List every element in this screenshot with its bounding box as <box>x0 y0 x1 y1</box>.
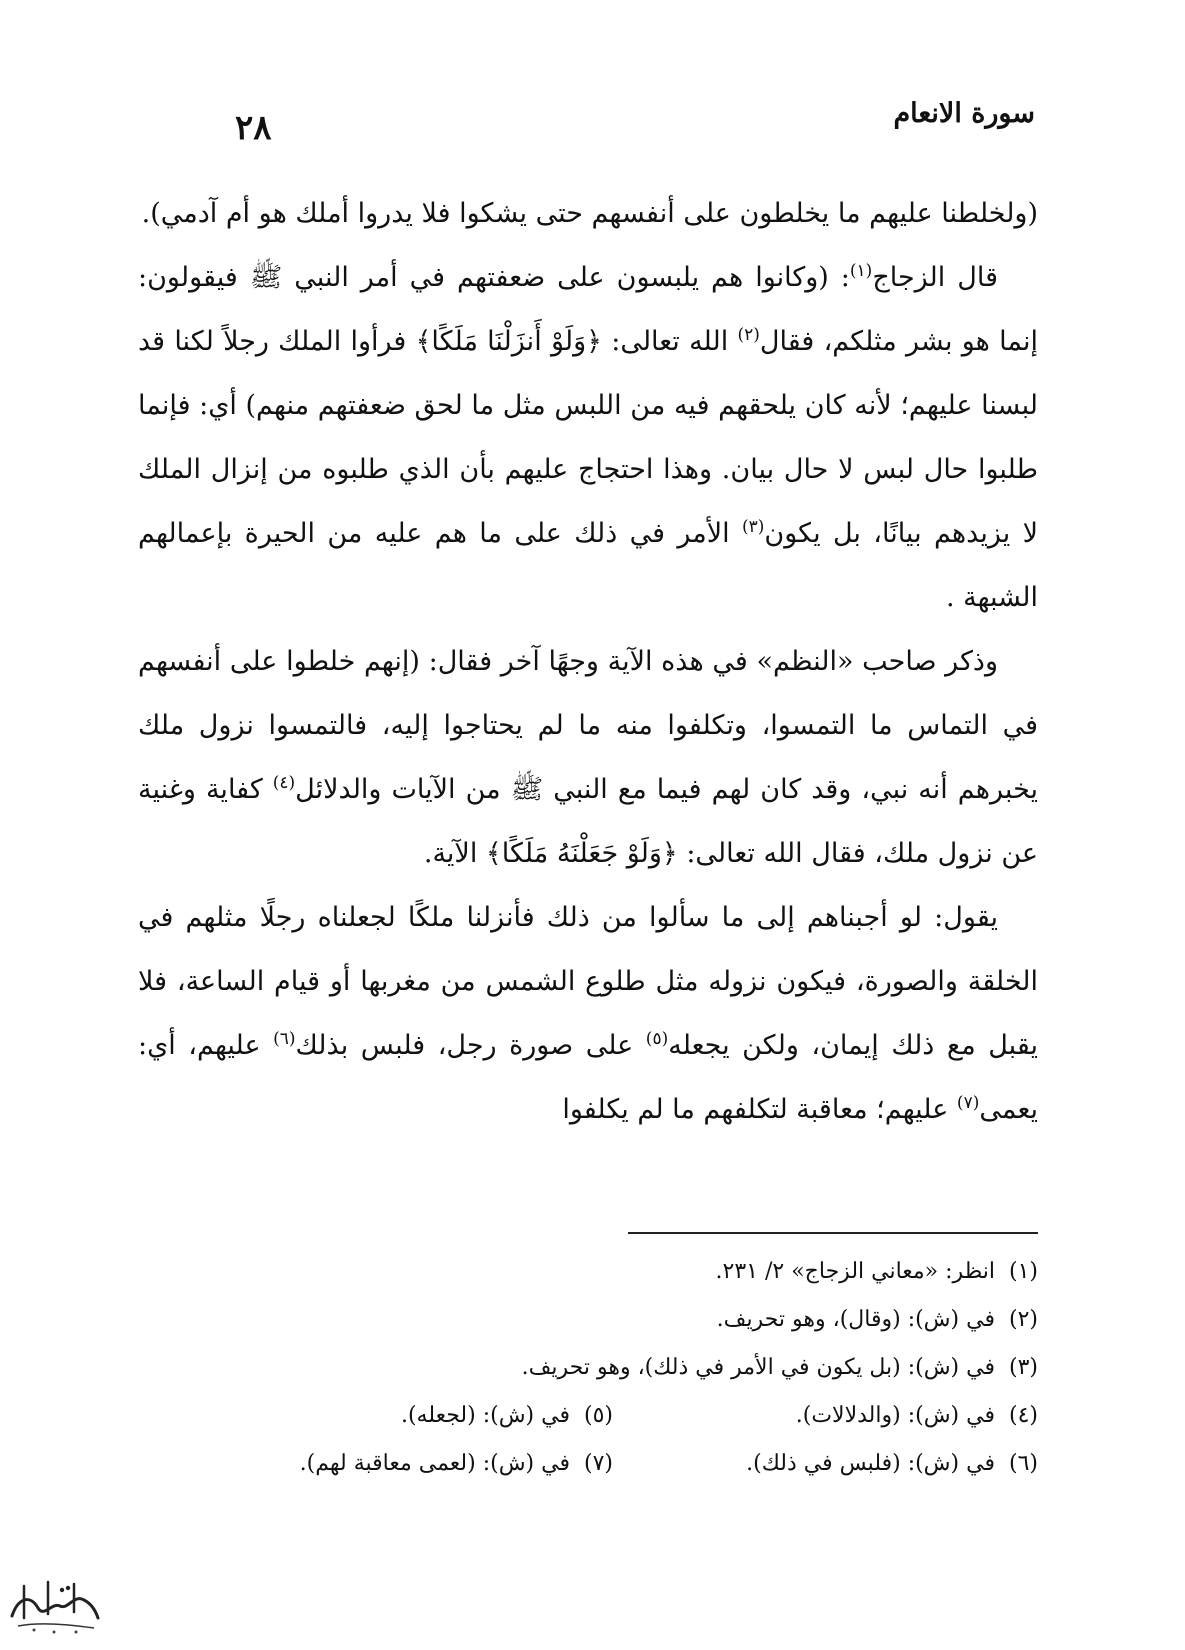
footnote-6 <box>613 1440 1038 1488</box>
footnote-7-text: في (ش): (لعمى معاقبة لهم). <box>299 1451 570 1476</box>
surah-title: سورة الانعام <box>893 98 1035 129</box>
footnote-1-text: انظر: «معاني الزجاج» ٢/ ٢٣١. <box>715 1259 995 1284</box>
footnote-ref-2[interactable]: (٢) <box>737 325 760 345</box>
paragraph-4 <box>138 886 1038 1142</box>
footnote-7-number: (٧) <box>583 1451 613 1476</box>
paragraph-4-part-b: على صورة رجل، فلبس بذلك <box>295 1030 646 1061</box>
footnote-7 <box>300 1440 613 1488</box>
footnote-ref-4[interactable]: (٤) <box>272 773 296 793</box>
paragraph-2 <box>138 246 1038 630</box>
main-text <box>138 182 1038 1142</box>
page-header <box>140 88 1035 148</box>
footnote-5 <box>401 1392 613 1440</box>
footnote-4-number: (٤) <box>1008 1403 1038 1428</box>
footnote-ref-6[interactable]: (٦) <box>273 1029 296 1049</box>
paragraph-2-part-c: الله تعالى: ﴿وَلَوْ أَنزَلْنَا مَلَكًا﴾ فرأوا الملك رجلاً لكنا قد لبسنا عليهم؛ لأنه كان يلحقهم فيه من اللبس مثل ما لحق ضعفتهم منهم) أي: فإنما طلبوا حال لبس لا حال بيان. وهذا احتجاج عليهم بأن الذي طلبوه من إنزال الملك لا يزيدهم بيانًا، بل يكون <box>138 326 1038 549</box>
footnote-ref-1[interactable]: (١) <box>849 261 873 281</box>
paragraph-1-text: (ولخلطنا عليهم ما يخلطون على أنفسهم حتى يشكوا فلا يدروا أملك هو أم آدمي). <box>141 198 1038 229</box>
page-number: ٢٨ <box>235 108 272 148</box>
paragraph-4-part-c: عليهم، أي: يعمى <box>138 1030 1038 1125</box>
footnote-3-number: (٣) <box>1008 1355 1038 1380</box>
paragraph-3-part-b: كفاية وغنية عن نزول ملك، فقال الله تعالى: ﴿وَلَوْ جَعَلْنَهُ مَلَكًا﴾ الآية. <box>138 774 1038 869</box>
footnote-4 <box>613 1392 1038 1440</box>
footnote-2-number: (٢) <box>1008 1307 1038 1332</box>
footnote-2 <box>138 1296 1038 1344</box>
footnote-ref-3[interactable]: (٣) <box>741 517 765 537</box>
footnote-ref-5[interactable]: (٥) <box>645 1029 669 1049</box>
paragraph-1 <box>138 182 1038 246</box>
paragraph-2-part-b: : (وكانوا هم يلبسون على ضعفتهم في أمر النبي ﷺ فيقولون: إنما هو بشر مثلكم، فقال <box>138 262 1039 357</box>
paragraph-2-part-d: الأمر في ذلك على ما هم عليه من الحيرة بإعمالهم الشبهة . <box>138 518 1038 613</box>
footnote-row-4-5 <box>138 1392 1038 1440</box>
publisher-logo <box>4 1572 104 1640</box>
footnote-5-number: (٥) <box>583 1403 613 1428</box>
paragraph-3 <box>138 630 1038 886</box>
footnote-ref-7[interactable]: (٧) <box>956 1093 980 1113</box>
footnote-divider <box>628 1232 1038 1234</box>
footnote-2-text: في (ش): (وقال)، وهو تحريف. <box>716 1307 995 1332</box>
footnote-3 <box>138 1344 1038 1392</box>
footnote-1 <box>138 1248 1038 1296</box>
paragraph-4-part-a: يقول: لو أجبناهم إلى ما سألوا من ذلك فأنزلنا ملكًا لجعلناه رجلًا مثلهم في الخلقة والصورة، فيكون نزوله مثل طلوع الشمس من مغربها أو قيام الساعة، فلا يقبل مع ذلك إيمان، ولكن يجعله <box>138 902 1038 1061</box>
footnote-5-text: في (ش): (لجعله). <box>400 1403 570 1428</box>
paragraph-3-part-a: وذكر صاحب «النظم» في هذه الآية وجهًا آخر فقال: (إنهم خلطوا على أنفسهم في التماس ما التمسوا، وتكلفوا منه ما لم يحتاجوا إليه، فالتمسوا نزول ملك يخبرهم أنه نبي، وقد كان لهم فيما مع النبي ﷺ من الآيات والدلائل <box>138 646 1039 805</box>
footnote-4-text: في (ش): (والدلالات). <box>795 1403 995 1428</box>
footnote-3-text: في (ش): (بل يكون في الأمر في ذلك)، وهو تحريف. <box>521 1355 995 1380</box>
footnotes <box>138 1248 1038 1488</box>
paragraph-2-part-a: قال الزجاج <box>872 262 998 293</box>
footnote-6-text: في (ش): (فلبس في ذلك). <box>746 1451 995 1476</box>
paragraph-4-part-d: عليهم؛ معاقبة لتكلفهم ما لم يكلفوا <box>562 1094 957 1125</box>
footnote-row-6-7 <box>138 1440 1038 1488</box>
footnote-1-number: (١) <box>1008 1259 1038 1284</box>
footnote-6-number: (٦) <box>1008 1451 1038 1476</box>
